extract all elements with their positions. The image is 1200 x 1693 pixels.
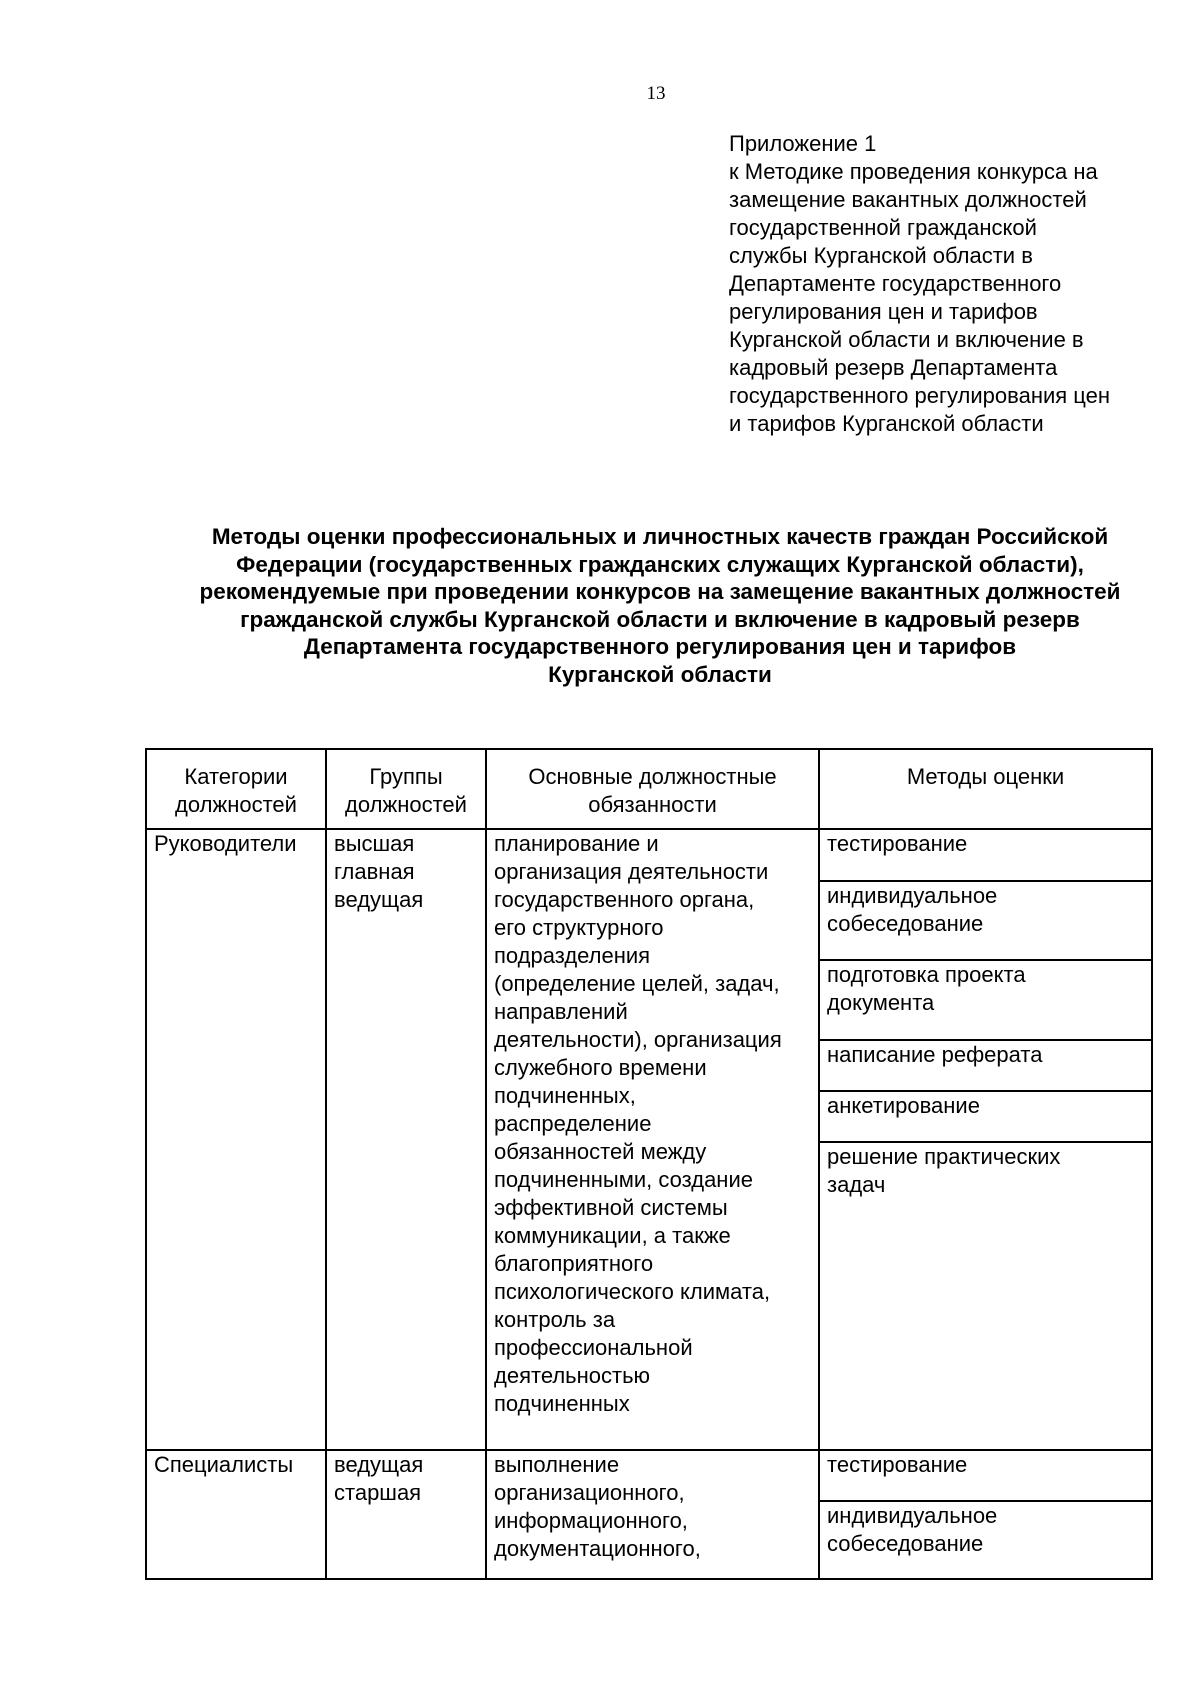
table-header-row [146, 749, 1152, 829]
title-line: Федерации (государственных гражданских служащих Курганской области), [236, 551, 1084, 577]
header-line: обязанности [588, 792, 717, 817]
duty-line: выполнение [494, 1452, 620, 1478]
header-line: должностей [175, 792, 297, 817]
title-line: гражданской службы Курганской области и включение в кадровый резерв [240, 606, 1080, 632]
appendix-line: регулирования цен и тарифов [729, 299, 1038, 324]
method-line: тестирование [827, 1452, 968, 1478]
duty-line: деятельности), организация [494, 1027, 782, 1052]
duty-line: государственного органа, [494, 887, 755, 912]
group-line: старшая [334, 1480, 422, 1506]
duty-line: планирование и [494, 831, 659, 856]
title-line: Департамента государственного регулирования цен и тарифов [303, 634, 1017, 659]
appendix-line: государственной гражданской [729, 215, 1037, 240]
duty-line: информационного, [494, 1508, 688, 1534]
header-line: Основные должностные [528, 764, 777, 789]
duty-line: (определение целей, задач, [494, 971, 780, 996]
duty-line: эффективной системы [494, 1195, 728, 1220]
duty-line: деятельностью [494, 1363, 651, 1388]
duties-cell [486, 1450, 819, 1579]
method-line: собеседование [827, 1531, 984, 1556]
appendix-line: замещение вакантных должностей [729, 187, 1087, 212]
duty-line: контроль за [494, 1307, 616, 1332]
duty-line: его структурного [494, 915, 664, 940]
groups-cell [326, 1450, 486, 1579]
document-title [140, 523, 1180, 688]
category-cell: Специалисты [146, 1450, 326, 1579]
method-cell [819, 1040, 1152, 1091]
duty-line: организационного, [494, 1480, 685, 1506]
evaluation-methods-table [145, 748, 1153, 1580]
group-line: ведущая [334, 887, 424, 912]
method-cell [819, 1091, 1152, 1142]
duty-line: служебного времени [494, 1055, 707, 1080]
method-cell [819, 1142, 1152, 1451]
header-groups [326, 749, 486, 829]
header-line: Группы [369, 764, 443, 789]
method-line: тестирование [827, 831, 968, 856]
title-line: рекомендуемые при проведении конкурсов на замещение вакантных должностей [199, 579, 1121, 604]
table-body [146, 829, 1152, 1579]
appendix-line: и тарифов Курганской области [729, 411, 1044, 436]
duty-line: подчиненными, создание [494, 1167, 753, 1192]
header-duties [486, 749, 819, 829]
method-cell [819, 1501, 1152, 1579]
method-line: собеседование [827, 911, 984, 937]
method-line: индивидуальное [827, 1503, 998, 1528]
group-line: ведущая [334, 1452, 424, 1478]
duty-line: направлений [494, 999, 628, 1024]
method-line: задач [827, 1171, 886, 1197]
method-cell [819, 960, 1152, 1039]
appendix-line: службы Курганской области в [729, 243, 1033, 268]
method-cell [819, 1450, 1152, 1501]
duty-line: коммуникации, а также [494, 1223, 731, 1248]
method-cell [819, 829, 1152, 881]
duty-line: подчиненных [494, 1391, 630, 1416]
appendix-line: к Методике проведения конкурса на [729, 159, 1098, 184]
page-number: 13 [646, 83, 666, 104]
group-line: главная [334, 859, 415, 884]
duty-line: подчиненных, [494, 1083, 636, 1108]
duty-line: обязанностей между [494, 1139, 707, 1164]
header-methods [819, 749, 1152, 829]
groups-cell [326, 829, 486, 1450]
category-cell: Руководители [146, 829, 326, 1450]
appendix-line: Курганской области и включение в [729, 327, 1084, 352]
method-line: написание реферата [827, 1041, 1043, 1067]
duty-line: психологического климата, [494, 1279, 771, 1304]
method-cell [819, 881, 1152, 960]
method-line: решение практических [827, 1143, 1061, 1169]
appendix-line: Приложение 1 [729, 131, 877, 156]
method-line: индивидуальное [827, 883, 998, 909]
appendix-line: Департаменте государственного [729, 271, 1062, 296]
table-row [146, 829, 1152, 881]
title-line: Методы оценки профессиональных и личностных качеств граждан Российской [211, 524, 1109, 549]
duty-line: распределение [494, 1111, 652, 1136]
header-line: Методы оценки [906, 764, 1065, 789]
header-categories [146, 749, 326, 829]
duty-line: благоприятного [494, 1251, 654, 1276]
appendix-note [729, 130, 1169, 438]
duty-line: документационного, [494, 1536, 701, 1562]
table-row [146, 1450, 1152, 1501]
duty-line: профессиональной [494, 1335, 693, 1360]
appendix-line: государственного регулирования цен [729, 383, 1111, 408]
header-line: должностей [345, 792, 467, 817]
duty-line: подразделения [494, 943, 651, 968]
header-line: Категории [184, 764, 288, 789]
method-line: анкетирование [827, 1092, 980, 1118]
method-line: подготовка проекта [827, 962, 1026, 988]
appendix-line: кадровый резерв Департамента [729, 355, 1058, 380]
group-line: высшая [334, 831, 415, 856]
title-line: Курганской области [548, 661, 772, 687]
duties-cell [486, 829, 819, 1450]
duty-line: организация деятельности [494, 859, 769, 884]
method-line: документа [827, 990, 935, 1016]
